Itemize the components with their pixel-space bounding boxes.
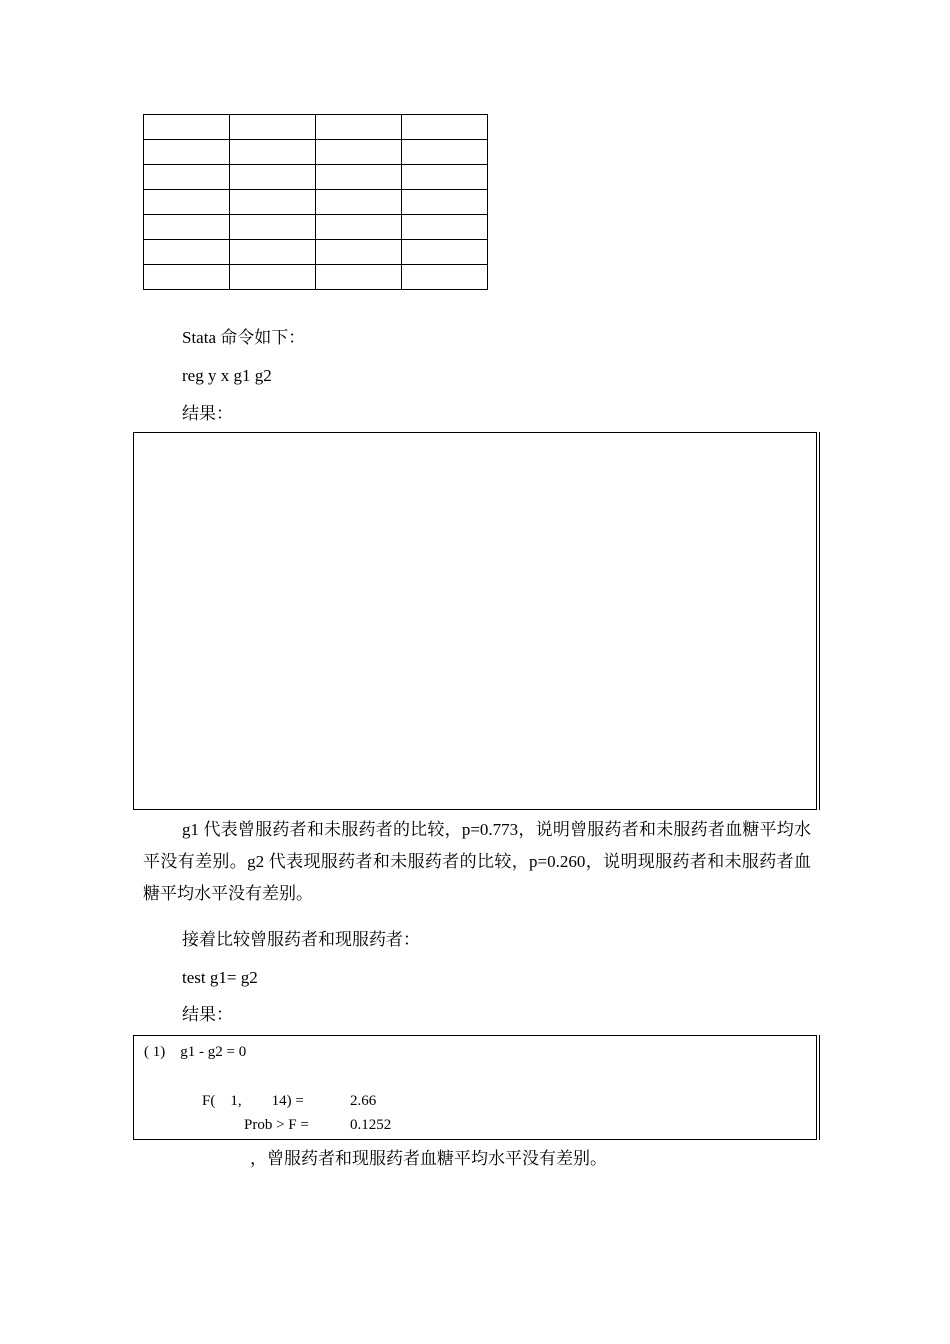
table-cell [316, 165, 402, 190]
next-compare-text: 接着比较曾服药者和现服药者： [182, 930, 420, 949]
table-cell [144, 215, 230, 240]
reg-command: reg y x g1 g2 [182, 366, 272, 385]
table-cell [230, 240, 316, 265]
table-cell [402, 240, 488, 265]
table-cell [402, 115, 488, 140]
table-cell [230, 190, 316, 215]
table-cell [144, 240, 230, 265]
f-statistic-value: 2.66 [350, 1093, 377, 1109]
table-cell [316, 115, 402, 140]
test-hypothesis: ( 1) g1 - g2 = 0 [144, 1044, 247, 1060]
table-row [144, 190, 488, 215]
table-cell [402, 215, 488, 240]
empty-data-table [143, 114, 488, 290]
prob-value: 0.1252 [350, 1117, 392, 1133]
table-row [144, 240, 488, 265]
table-cell [144, 140, 230, 165]
result-label-2: 结果： [182, 1005, 233, 1024]
table-cell [144, 165, 230, 190]
table-cell [230, 215, 316, 240]
result-label-1: 结果： [182, 404, 233, 423]
table-cell [402, 165, 488, 190]
table-cell [316, 240, 402, 265]
table-cell [316, 265, 402, 290]
table-row [144, 265, 488, 290]
table-cell [316, 190, 402, 215]
table-cell [230, 165, 316, 190]
table-cell [316, 140, 402, 165]
table-cell [230, 265, 316, 290]
table-cell [144, 115, 230, 140]
f-statistic-label: F( 1, 14) = [202, 1093, 304, 1109]
table-cell [230, 140, 316, 165]
table-cell [316, 215, 402, 240]
stata-intro-text: Stata 命令如下： [182, 328, 306, 347]
table-cell [144, 190, 230, 215]
table-row [144, 165, 488, 190]
table-row [144, 140, 488, 165]
regression-output-box [133, 432, 817, 810]
table-cell [230, 115, 316, 140]
table-cell [402, 140, 488, 165]
test-output-box [133, 1035, 817, 1140]
prob-label: Prob > F = [244, 1117, 309, 1133]
table-cell [402, 265, 488, 290]
conclusion-text: ，曾服药者和现服药者血糖平均水平没有差别。 [250, 1149, 607, 1168]
table-cell [402, 190, 488, 215]
table-cell [144, 265, 230, 290]
test-command: test g1= g2 [182, 968, 258, 987]
interpretation-paragraph: g1 代表曾服药者和未服药者的比较，p=0.773，说明曾服药者和未服药者血糖平均水平没有差别。g2 代表现服药者和未服药者的比较，p=0.260，说明现服药者和未服药者血糖平均水平没有差别。 [143, 820, 811, 903]
table-row [144, 115, 488, 140]
table-row [144, 215, 488, 240]
